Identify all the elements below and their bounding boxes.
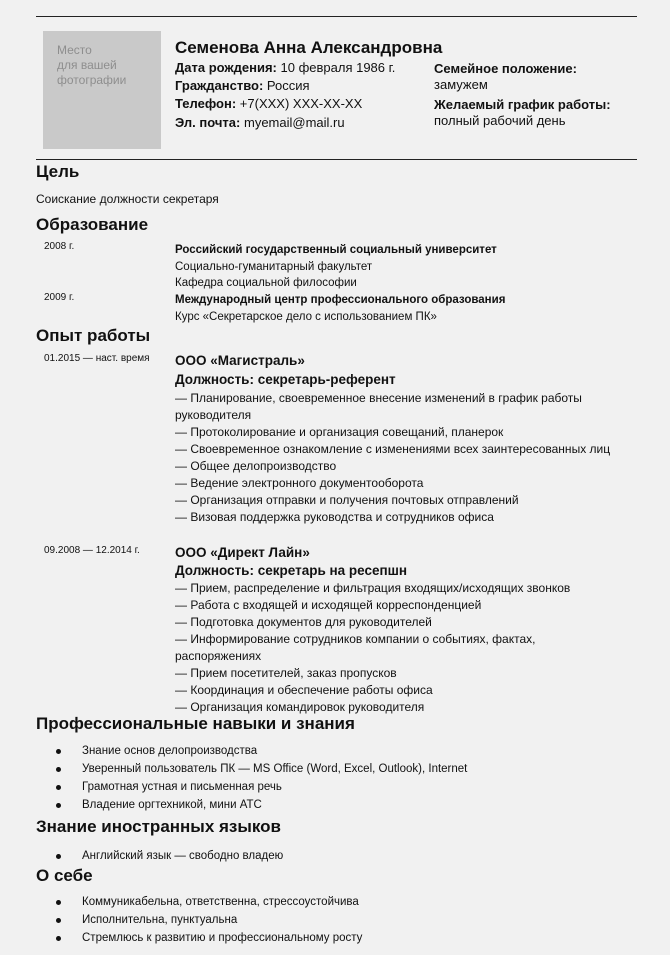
bullet-icon (56, 854, 61, 859)
education-year: 2009 г. (44, 292, 75, 303)
citizenship (175, 78, 310, 93)
job-position: Должность: секретарь на ресепшн (175, 563, 408, 578)
phone-value: +7(XXX) XXX-XX-XX (239, 96, 363, 111)
list-item (56, 929, 362, 947)
birth-date-label: Дата рождения: (175, 60, 277, 75)
goal-text: Соискание должности секретаря (36, 192, 219, 206)
list-item-text: Коммуникабельна, ответственна, стрессоустойчива (82, 896, 359, 908)
bullet-icon (56, 803, 61, 808)
about-heading: О себе (36, 866, 93, 885)
birth-date (175, 60, 395, 75)
duty-item: — Информирование сотрудников компании о событиях, фактах, распоряжениях (175, 632, 536, 663)
job-period: 09.2008 — 12.2014 г. (44, 545, 140, 556)
list-item-text: Владение оргтехникой, мини АТС (82, 799, 262, 811)
bullet-icon (56, 918, 61, 923)
duty-item: — Прием посетителей, заказ пропусков (175, 666, 397, 680)
job-company: ООО «Директ Лайн» (175, 545, 310, 560)
job-duties (175, 390, 615, 526)
email (175, 115, 345, 130)
languages-heading: Знание иностранных языков (36, 817, 282, 836)
bullet-icon (56, 900, 61, 905)
list-item (56, 893, 362, 911)
header-divider (36, 159, 637, 160)
top-divider (36, 16, 637, 17)
list-item-text: Уверенный пользователь ПК — MS Office (Word, Excel, Outlook), Internet (82, 763, 468, 775)
about-list (56, 893, 362, 947)
marital-value: замужем (434, 77, 488, 92)
email-value: myemail@mail.ru (243, 115, 345, 130)
marital-label: Семейное положение: (434, 61, 577, 76)
job-position: Должность: секретарь-референт (175, 372, 396, 387)
list-item (56, 742, 467, 760)
list-item (56, 911, 362, 929)
job-period: 01.2015 — наст. время (44, 353, 150, 364)
citizenship-label: Гражданство: (175, 78, 264, 93)
education-heading: Образование (36, 215, 149, 234)
list-item-text: Стремлюсь к развитию и профессиональному росту (82, 932, 363, 944)
duty-item: — Своевременное ознакомление с изменениями всех заинтересованных лиц (175, 442, 611, 456)
list-item-text: Знание основ делопроизводства (82, 745, 258, 757)
goal-heading: Цель (36, 162, 80, 181)
skills-list (56, 742, 467, 814)
list-item-text: Исполнительна, пунктуальна (82, 914, 238, 926)
list-item (56, 760, 467, 778)
skills-heading: Профессиональные навыки и знания (36, 714, 355, 733)
schedule-label: Желаемый график работы: (434, 97, 611, 112)
job-company: ООО «Магистраль» (175, 353, 305, 368)
education-department: Кафедра социальной философии (175, 277, 357, 289)
duty-item: — Прием, распределение и фильтрация входящих/исходящих звонков (175, 581, 571, 595)
phone-label: Телефон: (175, 96, 237, 111)
photo-text-line: фотографии (57, 73, 127, 87)
candidate-name: Семенова Анна Александровна (175, 38, 443, 57)
duty-item: — Подготовка документов для руководителей (175, 615, 432, 629)
bullet-icon (56, 936, 61, 941)
list-item-text: Английский язык — свободно владею (82, 850, 284, 862)
duty-item: — Работа с входящей и исходящей корреспонденцией (175, 598, 482, 612)
education-institution: Российский государственный социальный университет (175, 244, 497, 256)
job-duties (175, 580, 615, 716)
duty-item: — Координация и обеспечение работы офиса (175, 683, 433, 697)
email-label: Эл. почта: (175, 115, 241, 130)
duty-item: — Протоколирование и организация совещаний, планерок (175, 425, 504, 439)
experience-heading: Опыт работы (36, 326, 151, 345)
list-item (56, 796, 467, 814)
education-year: 2008 г. (44, 241, 75, 252)
photo-text-line: Место (57, 43, 92, 57)
languages-list (56, 847, 283, 865)
schedule-value: полный рабочий день (434, 113, 566, 128)
duty-item: — Организация отправки и получения почтовых отправлений (175, 493, 519, 507)
photo-placeholder (43, 31, 161, 149)
list-item (56, 778, 467, 796)
duty-item: — Планирование, своевременное внесение изменений в график работы руководителя (175, 391, 582, 422)
list-item-text: Грамотная устная и письменная речь (82, 781, 282, 793)
education-institution: Международный центр профессионального образования (175, 294, 506, 306)
education-faculty: Социально-гуманитарный факультет (175, 261, 373, 273)
list-item (56, 847, 283, 865)
education-course: Курс «Секретарское дело с использованием ПК» (175, 311, 437, 323)
duty-item: — Ведение электронного документооборота (175, 476, 424, 490)
bullet-icon (56, 749, 61, 754)
duty-item: — Визовая поддержка руководства и сотрудников офиса (175, 510, 494, 524)
duty-item: — Организация командировок руководителя (175, 700, 425, 714)
bullet-icon (56, 767, 61, 772)
bullet-icon (56, 785, 61, 790)
photo-text-line: для вашей (57, 58, 117, 72)
phone (175, 96, 362, 111)
birth-date-value: 10 февраля 1986 г. (280, 60, 396, 75)
duty-item: — Общее делопроизводство (175, 459, 337, 473)
citizenship-value: Россия (266, 78, 310, 93)
